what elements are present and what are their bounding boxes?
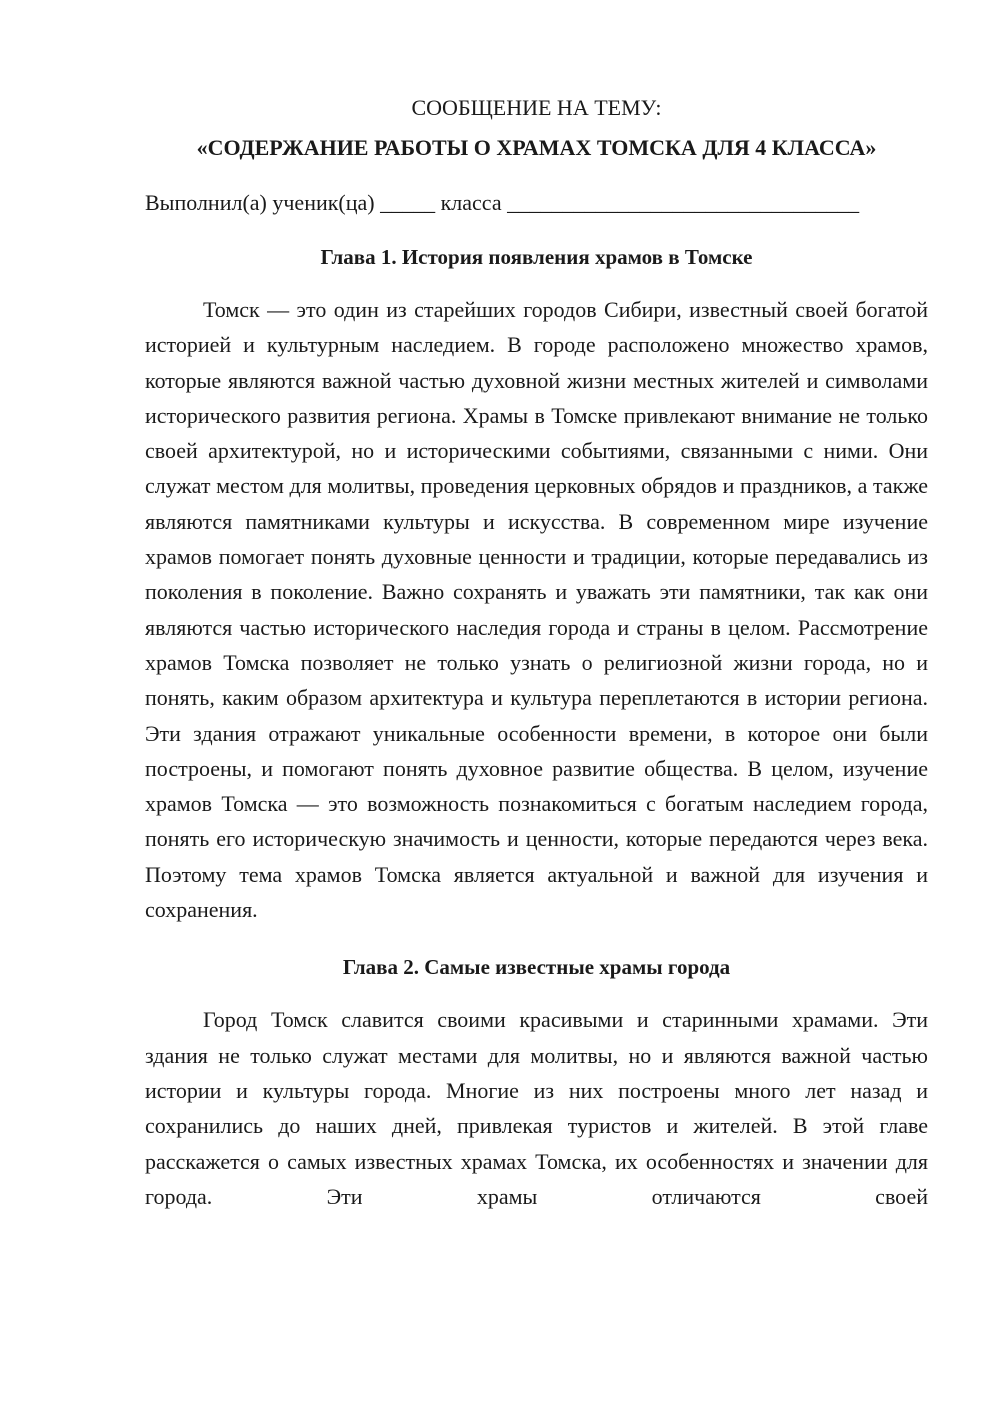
author-line: Выполнил(а) ученик(ца) _____ класса ________________________________ (145, 190, 860, 215)
chapter-2-paragraph: Город Томск славится своими красивыми и старинными храмами. Эти здания не только служат местами для молитвы, но и являются важной частью истории и культуры города. Многие из них построены много лет назад и сохранились до наших дней, привлекая туристов и жителей. В этой главе расскажется о самых известных храмах Томска, их особенностях и значении для города. Эти храмы отличаются своей (145, 1007, 928, 1209)
chapter-2-title: Глава 2. Самые известные храмы города (342, 955, 731, 980)
chapter-1-title: Глава 1. История появления храмов в Томске (320, 245, 753, 269)
document-page (145, 90, 928, 1249)
chapter-1-paragraph: Томск — это один из старейших городов Сибири, известный своей богатой историей и культурным наследием. В городе расположено множество храмов, которые являются важной частью духовной жизни местных жителей и символами исторического развития региона. Храмы в Томске привлекают внимание не только своей архитектурой, но и историческими событиями, связанными с ними. Они служат местом для молитвы, проведения церковных обрядов и праздников, а также являются памятниками культуры и искусства. В современном мире изучение храмов помогает понять духовные ценности и традиции, которые передавались из поколения в поколение. Важно сохранять и уважать эти памятники, так как они являются частью исторического наследия города и страны в целом. Рассмотрение храмов Томска позволяет не только узнать о религиозной жизни города, но и понять, каким образом архитектура и культура переплетаются в истории региона. Эти здания отражают уникальные особенности времени, в которое они были построены, и помогают понять духовное развитие общества. В целом, изучение храмов Томска — это возможность познакомиться с богатым наследием города, понять его историческую значимость и ценности, которые передаются через века. Поэтому тема храмов Томска является актуальной и важной для изучения и сохранения. (145, 297, 928, 923)
document-title: «СОДЕРЖАНИЕ РАБОТЫ О ХРАМАХ ТОМСКА ДЛЯ 4 КЛАССА» (196, 135, 877, 160)
document-header-line-1: СООБЩЕНИЕ НА ТЕМУ: (411, 95, 662, 120)
